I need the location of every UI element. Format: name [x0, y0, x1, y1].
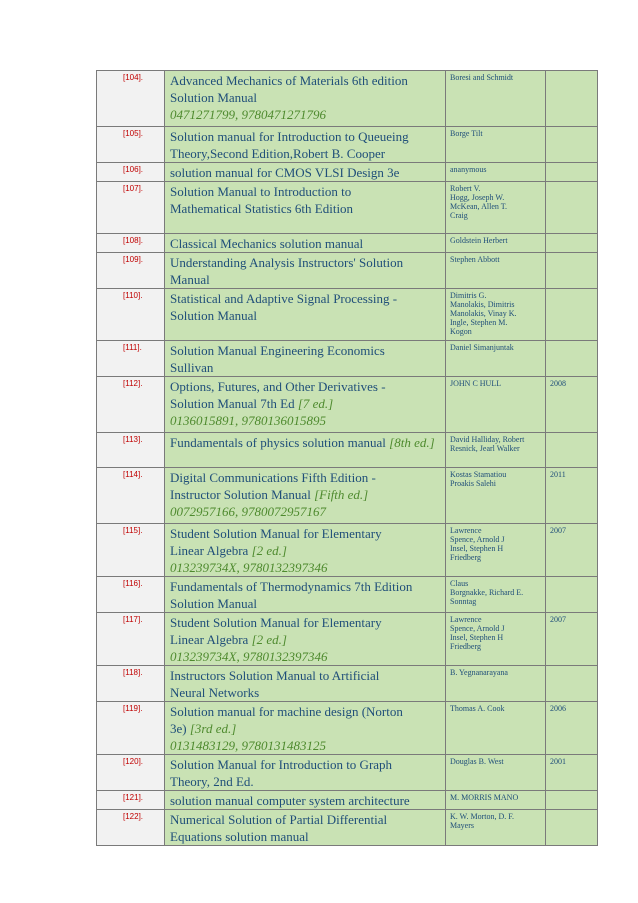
book-title-line: Solution manual for machine design (Norton [170, 704, 403, 719]
table-row [97, 433, 598, 468]
book-title-cell [165, 524, 446, 577]
author-line: Spence, Arnold J [450, 624, 505, 633]
book-title-cell [165, 71, 446, 127]
book-title-cell [165, 433, 446, 468]
year-cell [546, 182, 598, 234]
book-isbn: 013239734X, 9780132397346 [170, 560, 328, 575]
book-title-cell [165, 702, 446, 755]
author-cell [446, 702, 546, 755]
table-row [97, 524, 598, 577]
author-line: Robert V. [450, 184, 481, 193]
book-isbn: 0072957166, 9780072957167 [170, 504, 326, 519]
author-cell [446, 755, 546, 791]
book-title-line: Student Solution Manual for Elementary [170, 526, 382, 541]
year-cell [546, 810, 598, 846]
entry-number: [121]. [97, 791, 165, 810]
table-row [97, 377, 598, 433]
entry-number: [112]. [97, 377, 165, 433]
book-title-cell [165, 234, 446, 253]
book-title-cell [165, 666, 446, 702]
book-title-line: Digital Communications Fifth Edition - [170, 470, 376, 485]
author-line: Friedberg [450, 553, 481, 562]
author-line: Lawrence [450, 615, 482, 624]
author-line: McKean, Allen T. [450, 202, 508, 211]
entry-number: [108]. [97, 234, 165, 253]
book-title-line: Theory, 2nd Ed. [170, 774, 254, 789]
book-title-line: Instructor Solution Manual [170, 487, 311, 502]
table-row [97, 791, 598, 810]
table-row [97, 163, 598, 182]
author-line: M. MORRIS MANO [450, 793, 519, 802]
book-title-line: Student Solution Manual for Elementary [170, 615, 382, 630]
entry-number: [109]. [97, 253, 165, 289]
book-isbn: 0131483129, 9780131483125 [170, 738, 326, 753]
book-title-line: Neural Networks [170, 685, 260, 700]
year-cell: 2006 [546, 702, 598, 755]
author-cell [446, 253, 546, 289]
author-cell [446, 341, 546, 377]
year-cell [546, 577, 598, 613]
book-title-line: 3e) [170, 721, 187, 736]
entry-number: [105]. [97, 127, 165, 163]
entry-number: [120]. [97, 755, 165, 791]
book-isbn: 0471271799, 9780471271796 [170, 107, 326, 122]
table-row [97, 234, 598, 253]
author-line: Resnick, Jearl Walker [450, 444, 520, 453]
author-line: Lawrence [450, 526, 482, 535]
entry-number: [119]. [97, 702, 165, 755]
book-title-line: Numerical Solution of Partial Differential [170, 812, 388, 827]
book-title-line: Solution Manual [170, 90, 258, 105]
book-title-line: Solution Manual [170, 596, 258, 611]
book-title-line: Solution Manual 7th Ed [170, 396, 295, 411]
book-edition: [Fifth ed.] [314, 487, 369, 502]
author-line: Manolakis, Dimitris [450, 300, 515, 309]
entry-number: [117]. [97, 613, 165, 666]
year-cell: 2007 [546, 613, 598, 666]
book-title-line: solution manual computer system architecture [170, 793, 410, 808]
book-title-line: Classical Mechanics solution manual [170, 236, 364, 251]
author-cell [446, 524, 546, 577]
book-title-line: Linear Algebra [170, 543, 249, 558]
entry-number: [122]. [97, 810, 165, 846]
author-line: Daniel Simanjuntak [450, 343, 514, 352]
entry-number: [107]. [97, 182, 165, 234]
entry-number: [115]. [97, 524, 165, 577]
book-title-line: Statistical and Adaptive Signal Processing - [170, 291, 398, 306]
book-title-line: Theory,Second Edition,Robert B. Cooper [170, 146, 386, 161]
solution-manuals-table [96, 70, 598, 846]
table-row [97, 341, 598, 377]
book-title-cell [165, 289, 446, 341]
book-title-line: Solution manual for Introduction to Queueing [170, 129, 409, 144]
year-cell [546, 127, 598, 163]
author-line: K. W. Morton, D. F. [450, 812, 515, 821]
book-title-line: Linear Algebra [170, 632, 249, 647]
author-line: Kostas Stamatiou [450, 470, 507, 479]
author-line: Stephen Abbott [450, 255, 500, 264]
book-title-cell [165, 613, 446, 666]
author-cell [446, 234, 546, 253]
author-cell [446, 791, 546, 810]
book-title-line: Solution Manual Engineering Economics [170, 343, 385, 358]
entry-number: [106]. [97, 163, 165, 182]
book-edition: [7 ed.] [297, 396, 334, 411]
year-cell [546, 163, 598, 182]
author-cell [446, 468, 546, 524]
book-title-line: Mathematical Statistics 6th Edition [170, 201, 354, 216]
book-title-line: Instructors Solution Manual to Artificial [170, 668, 380, 683]
book-title-cell [165, 810, 446, 846]
year-cell [546, 666, 598, 702]
author-line: Boresi and Schmidt [450, 73, 514, 82]
table-row [97, 810, 598, 846]
year-cell [546, 289, 598, 341]
author-line: Borgnakke, Richard E. [450, 588, 524, 597]
year-cell: 2011 [546, 468, 598, 524]
author-cell [446, 666, 546, 702]
author-line: JOHN C HULL [450, 379, 502, 388]
author-line: Mayers [450, 821, 474, 830]
book-title-line: solution manual for CMOS VLSI Design 3e [170, 165, 400, 180]
book-isbn: 0136015891, 9780136015895 [170, 413, 326, 428]
author-line: ananymous [450, 165, 487, 174]
book-title-cell [165, 182, 446, 234]
author-line: Hogg, Joseph W. [450, 193, 505, 202]
book-title-line: Manual [170, 272, 210, 287]
entry-number: [116]. [97, 577, 165, 613]
author-line: Insel, Stephen H [450, 633, 504, 642]
author-line: David Halliday, Robert [450, 435, 525, 444]
book-isbn: 013239734X, 9780132397346 [170, 649, 328, 664]
author-cell [446, 289, 546, 341]
author-cell [446, 182, 546, 234]
book-title-cell [165, 377, 446, 433]
table-row [97, 127, 598, 163]
book-title-line: Sullivan [170, 360, 214, 375]
year-cell [546, 234, 598, 253]
book-title-line: Solution Manual to Introduction to [170, 184, 352, 199]
author-line: Douglas B. West [450, 757, 504, 766]
author-line: Claus [450, 579, 469, 588]
author-line: Craig [450, 211, 468, 220]
author-cell [446, 577, 546, 613]
author-cell [446, 433, 546, 468]
table-row [97, 468, 598, 524]
author-cell [446, 810, 546, 846]
book-title-line: Fundamentals of Thermodynamics 7th Edition [170, 579, 413, 594]
author-line: Manolakis, Vinay K. [450, 309, 517, 318]
author-line: Dimitris G. [450, 291, 487, 300]
book-title-cell [165, 341, 446, 377]
author-line: Friedberg [450, 642, 481, 651]
year-cell: 2008 [546, 377, 598, 433]
year-cell: 2001 [546, 755, 598, 791]
author-cell [446, 127, 546, 163]
book-edition: [2 ed.] [251, 543, 287, 558]
book-title-cell [165, 253, 446, 289]
author-line: Proakis Salehi [450, 479, 496, 488]
book-title-line: Advanced Mechanics of Materials 6th edition [170, 73, 408, 88]
author-line: Kogon [450, 327, 472, 336]
book-edition: [3rd ed.] [189, 721, 237, 736]
book-title-cell [165, 755, 446, 791]
book-title-cell [165, 127, 446, 163]
book-title-cell [165, 163, 446, 182]
author-line: Borge Tilt [450, 129, 483, 138]
book-title-cell [165, 577, 446, 613]
author-line: Goldstein Herbert [450, 236, 508, 245]
book-title-cell [165, 791, 446, 810]
entry-number: [114]. [97, 468, 165, 524]
year-cell [546, 433, 598, 468]
table-body [97, 71, 598, 846]
book-title-cell [165, 468, 446, 524]
author-cell [446, 71, 546, 127]
author-line: Insel, Stephen H [450, 544, 504, 553]
table-row [97, 253, 598, 289]
book-edition: [8th ed.] [389, 435, 435, 450]
author-cell [446, 163, 546, 182]
book-title-line: Understanding Analysis Instructors' Solution [170, 255, 404, 270]
entry-number: [104]. [97, 71, 165, 127]
book-title-line: Solution Manual for Introduction to Graph [170, 757, 393, 772]
author-line: Sonntag [450, 597, 477, 606]
author-line: Ingle, Stephen M. [450, 318, 508, 327]
author-line: Thomas A. Cook [450, 704, 505, 713]
book-title-line: Equations solution manual [170, 829, 309, 844]
entry-number: [110]. [97, 289, 165, 341]
table-row [97, 666, 598, 702]
author-line: Spence, Arnold J [450, 535, 505, 544]
author-line: B. Yegnanarayana [450, 668, 508, 677]
entry-number: [118]. [97, 666, 165, 702]
book-edition: [2 ed.] [251, 632, 287, 647]
year-cell: 2007 [546, 524, 598, 577]
table-row [97, 613, 598, 666]
year-cell [546, 71, 598, 127]
book-title-line: Fundamentals of physics solution manual [170, 435, 386, 450]
table-row [97, 289, 598, 341]
author-cell [446, 377, 546, 433]
author-cell [446, 613, 546, 666]
table-row [97, 577, 598, 613]
year-cell [546, 253, 598, 289]
year-cell [546, 341, 598, 377]
entry-number: [113]. [97, 433, 165, 468]
book-title-line: Solution Manual [170, 308, 258, 323]
year-cell [546, 791, 598, 810]
table-row [97, 702, 598, 755]
table-row [97, 755, 598, 791]
book-title-line: Options, Futures, and Other Derivatives - [170, 379, 386, 394]
table-row [97, 71, 598, 127]
entry-number: [111]. [97, 341, 165, 377]
table-row [97, 182, 598, 234]
